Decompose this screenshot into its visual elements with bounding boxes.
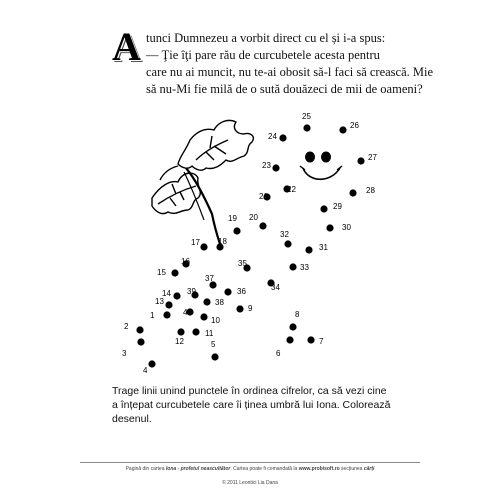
dot-label-32: 32 bbox=[280, 230, 289, 239]
dot-8 bbox=[289, 323, 296, 330]
story-line-4: să nu-Mi fie milă de o sută douăzeci de mii de oameni? bbox=[146, 82, 423, 96]
leaf-icon bbox=[152, 120, 253, 244]
instruction-line-3: desenul. bbox=[112, 413, 152, 425]
dot-1 bbox=[163, 311, 170, 318]
dot-29 bbox=[320, 205, 327, 212]
dot-label-1: 1 bbox=[150, 311, 155, 320]
dot-label-10: 10 bbox=[211, 316, 220, 325]
drop-cap-letter: A bbox=[112, 24, 141, 69]
dot-label-27: 27 bbox=[368, 153, 377, 162]
dot-label-33: 33 bbox=[300, 263, 309, 272]
dot-label-39: 39 bbox=[187, 287, 196, 296]
story-line-3: care nu ai muncit, nu te-ai obosit să-l faci să crească. Mie bbox=[146, 65, 434, 79]
dot-label-16: 16 bbox=[181, 257, 190, 266]
dot-label-19: 19 bbox=[228, 214, 237, 223]
dot-label-18: 18 bbox=[218, 237, 227, 246]
dot-32 bbox=[284, 240, 291, 247]
dot-label-36: 36 bbox=[237, 287, 246, 296]
dot-label-34: 34 bbox=[271, 283, 280, 292]
dot-label-9: 9 bbox=[248, 304, 253, 313]
dot-label-12: 12 bbox=[175, 337, 184, 346]
footer-text-b: . Cartea poate fi comandată la bbox=[230, 466, 299, 472]
dot-9 bbox=[236, 305, 243, 312]
dot-6 bbox=[286, 336, 293, 343]
dot-label-21: 21 bbox=[259, 192, 268, 201]
footer-section: cărți bbox=[363, 466, 375, 472]
dot-3 bbox=[137, 338, 144, 345]
dot-label-15: 15 bbox=[157, 268, 166, 277]
instruction-line-2: a înțepat curcubetele care îi ținea umbră lui Iona. Colorează bbox=[112, 399, 391, 411]
dot-label-6: 6 bbox=[276, 349, 281, 358]
dot-label-7: 7 bbox=[319, 337, 324, 346]
dot-label-23: 23 bbox=[262, 161, 271, 170]
dot-23 bbox=[272, 164, 279, 171]
dot-28 bbox=[349, 189, 356, 196]
story-line-2: — Ţie îţi pare rău de curcubetele acesta pentru bbox=[146, 48, 380, 62]
dot-label-28: 28 bbox=[366, 186, 375, 195]
dot-label-20: 20 bbox=[249, 213, 258, 222]
dot-label-37: 37 bbox=[205, 274, 214, 283]
dot-label-3: 3 bbox=[122, 349, 127, 358]
story-line-1: tunci Dumnezeu a vorbit direct cu el și i-a spus: bbox=[146, 31, 386, 45]
instructions bbox=[112, 384, 402, 426]
footer-book-title: Iona - profetul neascultător bbox=[165, 466, 231, 472]
dot-label-26: 26 bbox=[350, 121, 359, 130]
dot-label-13: 13 bbox=[155, 297, 164, 306]
smiley-face-icon bbox=[300, 152, 342, 180]
instruction-line-1: Trage linii unind punctele în ordinea cifrelor, ca să vezi cine bbox=[112, 385, 387, 397]
dot-label-31: 31 bbox=[319, 243, 328, 252]
dot-label-22: 22 bbox=[287, 185, 296, 194]
dot-2 bbox=[136, 326, 143, 333]
footer-text bbox=[40, 466, 460, 472]
dot-38 bbox=[203, 298, 210, 305]
dot-label-11: 11 bbox=[205, 329, 214, 338]
dot-5 bbox=[211, 353, 218, 360]
dot-19 bbox=[233, 227, 240, 234]
dot-12 bbox=[177, 328, 184, 335]
dot-24 bbox=[279, 134, 286, 141]
dot-36 bbox=[224, 288, 231, 295]
dot-label-29: 29 bbox=[333, 202, 342, 211]
dot-13 bbox=[165, 301, 172, 308]
dot-7 bbox=[307, 336, 314, 343]
puzzle-dots bbox=[122, 112, 377, 375]
dot-label-4: 4 bbox=[143, 366, 148, 375]
dot-label-30: 30 bbox=[342, 223, 351, 232]
dot-label-40: 40 bbox=[183, 308, 192, 317]
dot-11 bbox=[192, 328, 199, 335]
footer-site-link[interactable]: www.probisoft.ro bbox=[298, 466, 340, 472]
dot-26 bbox=[339, 126, 346, 133]
dot-10 bbox=[200, 313, 207, 320]
dot-31 bbox=[305, 246, 312, 253]
dot-label-17: 17 bbox=[191, 238, 200, 247]
dot-15 bbox=[171, 269, 178, 276]
footer-text-a: Pagină din cartea bbox=[125, 466, 166, 472]
dot-label-14: 14 bbox=[162, 289, 171, 298]
dot-27 bbox=[357, 157, 364, 164]
dot-4 bbox=[148, 360, 155, 367]
dot-25 bbox=[303, 124, 310, 131]
dot-label-38: 38 bbox=[215, 298, 224, 307]
dot-label-8: 8 bbox=[295, 310, 300, 319]
dot-33 bbox=[289, 263, 296, 270]
dot-20 bbox=[259, 222, 266, 229]
dot-30 bbox=[326, 224, 333, 231]
dot-label-24: 24 bbox=[268, 132, 277, 141]
dot-17 bbox=[200, 243, 207, 250]
copyright: © 2011 Leontici Lia Dana bbox=[222, 480, 278, 486]
dot-label-35: 35 bbox=[238, 259, 247, 268]
dot-label-25: 25 bbox=[302, 112, 311, 121]
dot-14 bbox=[173, 292, 180, 299]
dot-label-2: 2 bbox=[124, 322, 129, 331]
dot-label-5: 5 bbox=[211, 340, 216, 349]
footer-text-c: secțiunea bbox=[339, 466, 364, 472]
footer-divider bbox=[80, 462, 420, 463]
